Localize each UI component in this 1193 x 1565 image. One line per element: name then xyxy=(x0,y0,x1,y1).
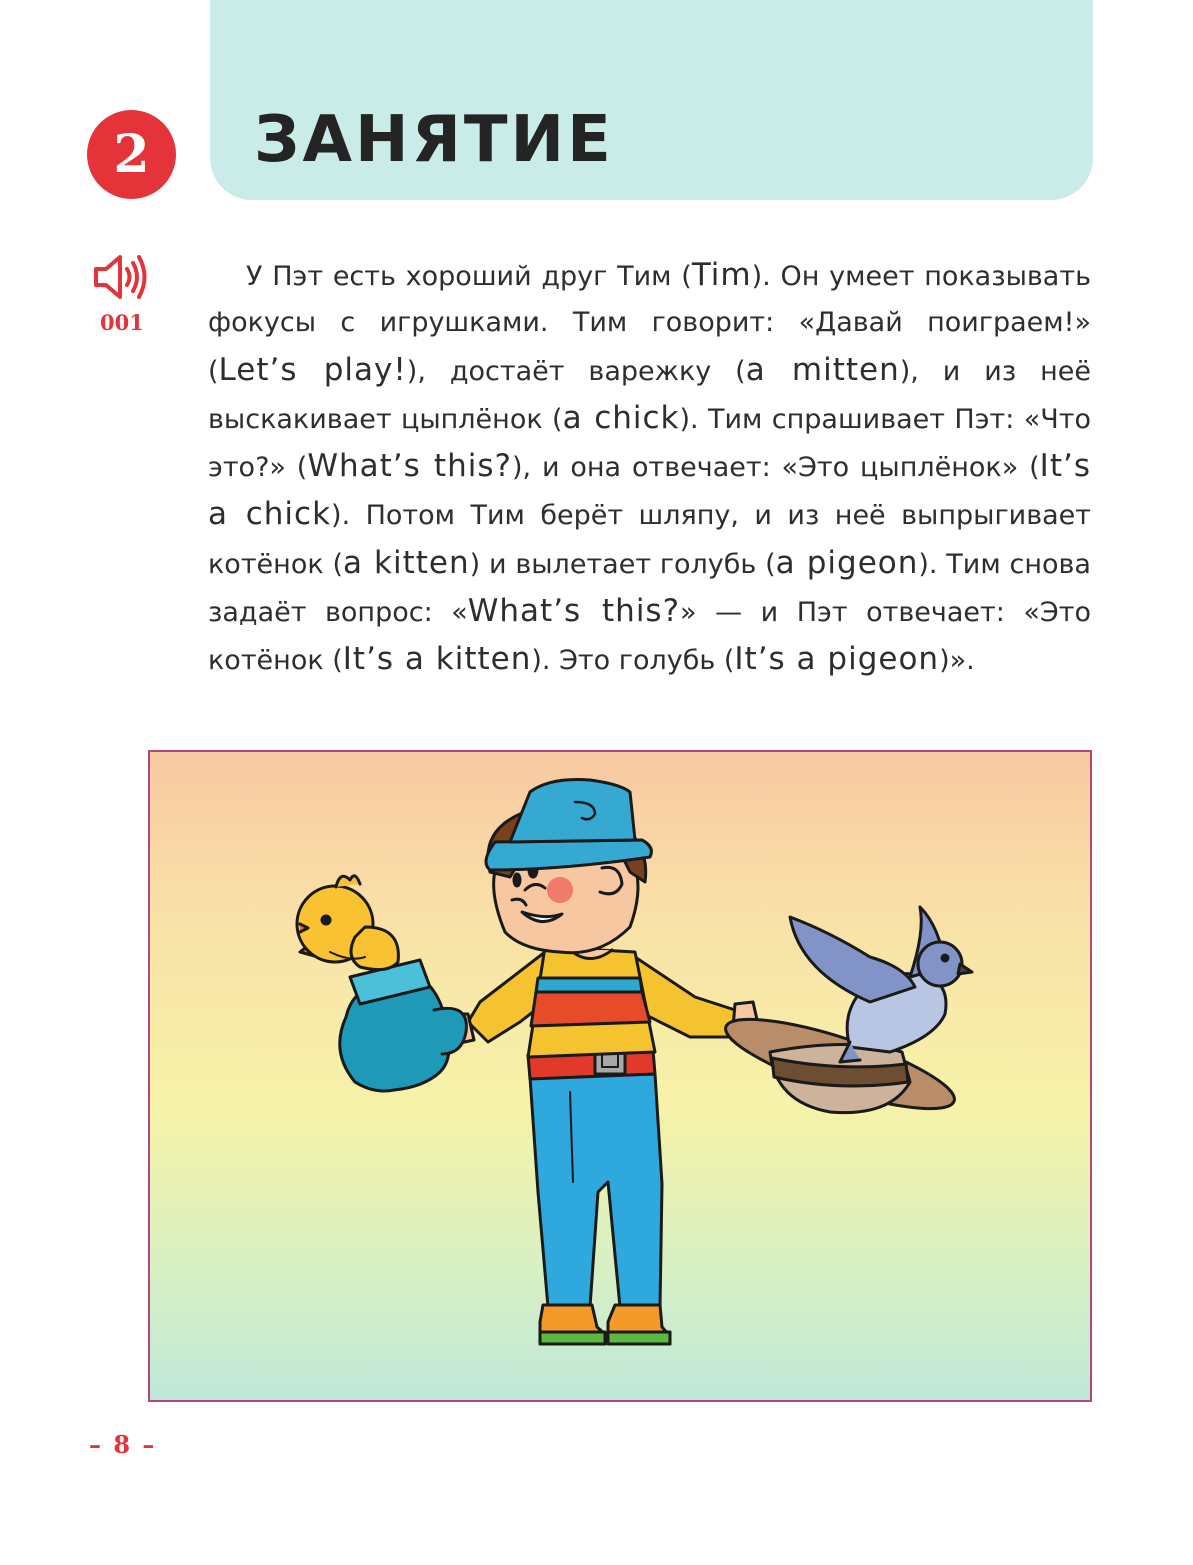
audio-track-number: 001 xyxy=(100,310,144,335)
lesson-number-badge xyxy=(87,110,176,199)
lesson-number: 2 xyxy=(113,123,150,185)
page-number: – 8 – xyxy=(89,1430,157,1459)
boy-sweater xyxy=(528,947,655,1057)
boy-jeans xyxy=(530,1074,662,1307)
boy-shoes xyxy=(540,1305,670,1400)
boy-magician-illustration xyxy=(150,752,1090,1400)
chick xyxy=(297,876,398,970)
mitten xyxy=(340,960,467,1091)
lesson-title: ЗАНЯТИЕ xyxy=(254,103,614,177)
story-illustration xyxy=(148,750,1092,1402)
speaker-icon[interactable] xyxy=(92,252,148,302)
story-paragraph: У Пэт есть хороший друг Тим (Tim). Он умеет показывать фокусы с игрушками. Тим говорит: «Давай поиграем!» (Let’s play!), достаёт варежку (a mitten), и из неё выскакивает цыплёнок (a chick). Тим спрашивает Пэт: «Что это?» (What’s this?), и она отвечает: «Это цыплёнок» (It’s a chick). Потом Тим берёт шляпу, и из неё выпрыгивает котёнок (a kitten) и вылетает голубь (a pigeon). Тим снова задаёт вопрос: «What’s this?» — и Пэт отвечает: «Это котёнок (It’s a kitten). Это голубь (It’s a pigeon)». xyxy=(208,257,1091,678)
